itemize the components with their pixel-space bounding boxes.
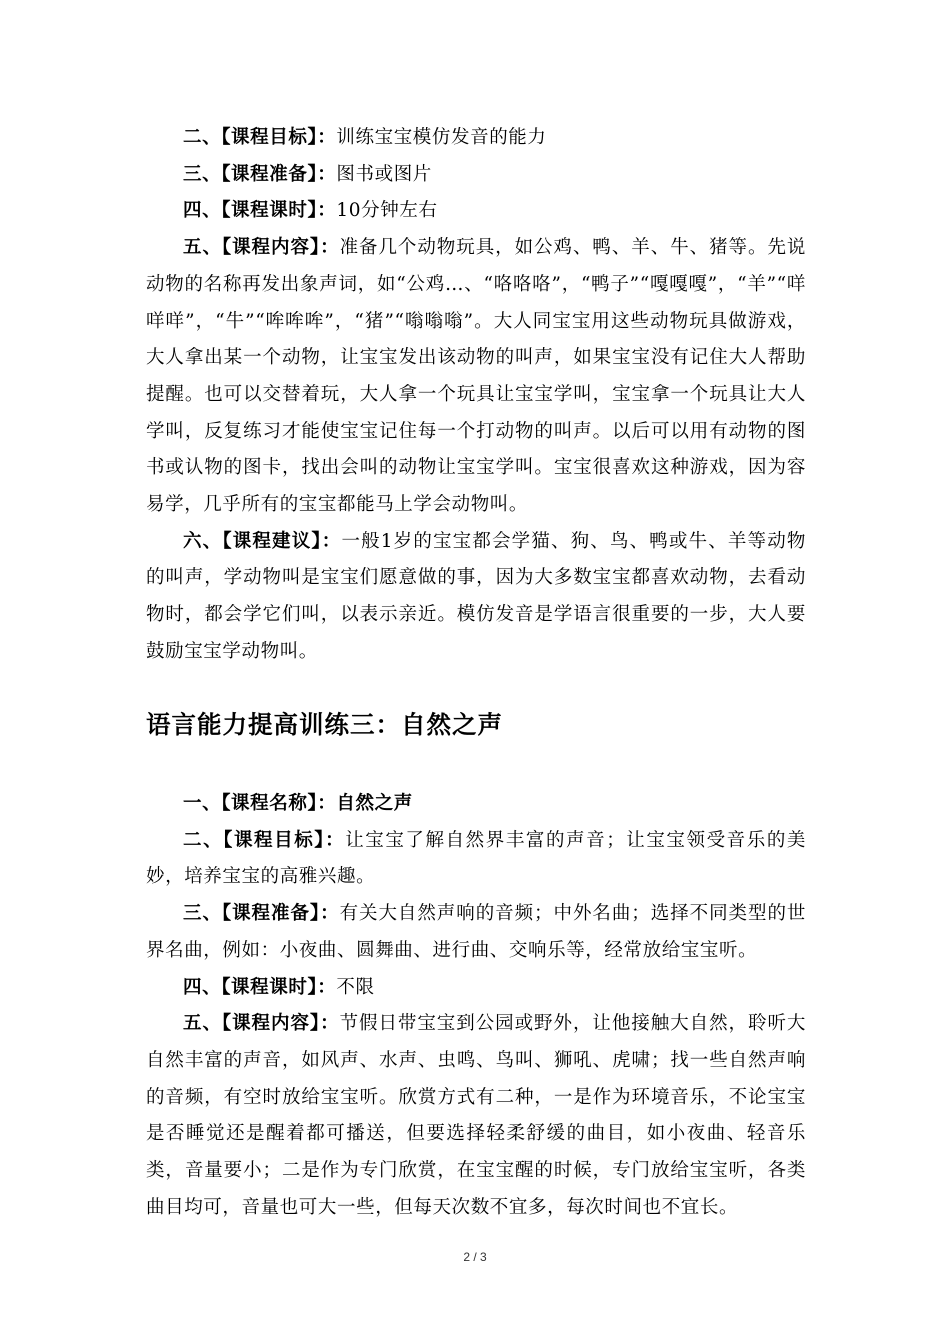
course-advice-label: 六、【课程建议】： [183,530,342,552]
course-goal-label-2: 二、【课程目标】： [183,829,346,851]
course-content-text: 准备几个动物玩具，如公鸡、鸭、羊、牛、猪等。先说动物的名称再发出象声词，如“公鸡…、“咯咯咯”，“鸭子”“嘎嘎嘎”，“羊”“咩咩咩”，“牛”“哞哞哞”，“猪”“嗡嗡嗡”。大人同宝宝用这些动物玩具做游戏，大人拿出某一个动物，让宝宝发出该动物的叫声，如果宝宝没有记住大人帮助提醒。也可以交替着玩，大人拿一个玩具让宝宝学叫，宝宝拿一个玩具让大人学叫，反复练习才能使宝宝记住每一个打动物的叫声。以后可以用有动物的图书或认物的图卡，找出会叫的动物让宝宝学叫。宝宝很喜欢这种游戏，因为容易学，几乎所有的宝宝都能马上学会动物叫。 [146,237,807,516]
course-advice-text: 一般1岁的宝宝都会学猫、狗、鸟、鸭或牛、羊等动物的叫声，学动物叫是宝宝们愿意做的事，因为大多数宝宝都喜欢动物，去看动物时，都会学它们叫，以表示亲近。模仿发音是学语言很重要的一步，大人要鼓励宝宝学动物叫。 [146,530,806,662]
document-page [146,120,807,1218]
course-duration-text: 10分钟左右 [336,200,438,222]
course-goal-text: 训练宝宝模仿发音的能力 [336,127,547,148]
course-content-text-2: 节假日带宝宝到公园或野外，让他接触大自然，聆听大自然丰富的声音，如风声、水声、虫鸣、鸟叫、狮吼、虎啸；找一些自然声响的音频，有空时放给宝宝听。欣赏方式有二种，一是作为环境音乐，不论宝宝是否睡觉还是醒着都可播送，但要选择轻柔舒缓的曲目，如小夜曲、轻音乐类，音量要小；二是作为专门欣赏，在宝宝醒的时候，专门放给宝宝听，各类曲目均可，音量也可大一些，但每天次数不宜多，每次时间也不宜长。 [146,1013,807,1218]
course-goal-text-2: 让宝宝了解自然界丰富的声音；让宝宝领受音乐的美妙，培养宝宝的高雅兴趣。 [146,829,806,888]
course-prep-text: 图书或图片 [336,163,432,185]
course-duration-paragraph-2 [146,970,806,1007]
section-1 [146,120,806,671]
course-prep-paragraph [146,157,806,194]
course-prep-text-2: 有关大自然声响的音频；中外名曲；选择不同类型的世界名曲，例如：小夜曲、圆舞曲、进行曲、交响乐等，经常放给宝宝听。 [146,903,807,961]
course-advice-paragraph [146,524,806,671]
page-number: 2 / 3 [463,1250,487,1264]
course-goal-label: 二、【课程目标】： [183,127,337,148]
course-prep-label: 三、【课程准备】： [183,163,337,185]
course-prep-label-2: 三、【课程准备】： [183,903,340,925]
course-name-text: 自然之声 [336,793,413,814]
course-goal-paragraph [146,120,806,157]
course-name-label: 一、【课程名称】： [183,793,337,814]
course-duration-paragraph [146,193,806,230]
course-duration-text-2: 不限 [336,976,375,998]
course-content-paragraph [146,230,806,524]
section-2 [146,786,806,1226]
course-content-paragraph-2 [146,1006,806,1226]
course-content-label: 五、【课程内容】： [183,237,340,259]
course-prep-paragraph-2 [146,896,806,969]
course-goal-paragraph-2 [146,823,806,896]
course-content-label-2: 五、【课程内容】： [183,1013,340,1035]
course-name-paragraph [146,786,806,823]
course-duration-label: 四、【课程课时】： [183,200,337,222]
section-2-title: 语言能力提高训练三：自然之声 [146,710,503,739]
course-duration-label-2: 四、【课程课时】： [183,976,337,998]
